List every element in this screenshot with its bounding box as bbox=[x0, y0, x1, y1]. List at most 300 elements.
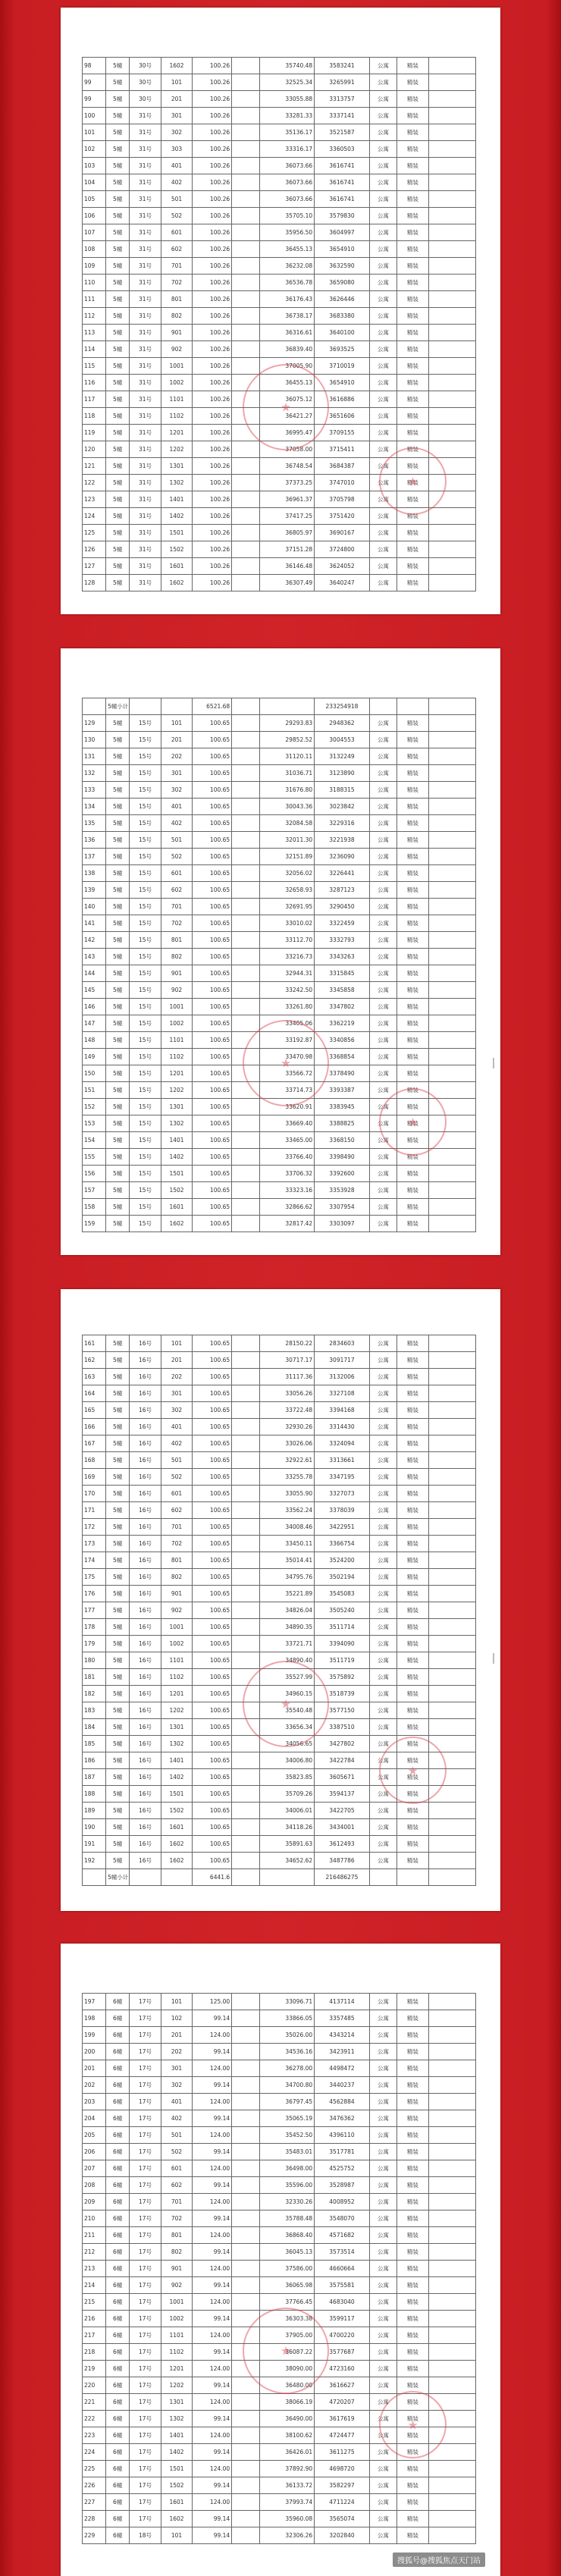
table-row bbox=[83, 932, 476, 949]
cell-blank bbox=[428, 141, 475, 158]
cell-id: 3705798 bbox=[315, 491, 370, 508]
cell-price bbox=[232, 258, 259, 275]
cell-unit: 16号 bbox=[130, 1819, 161, 1836]
cell-status: 精装 bbox=[397, 2394, 429, 2411]
cell-no: 168 bbox=[83, 1452, 106, 1469]
cell-type: 公寓 bbox=[369, 1669, 396, 1686]
table-row bbox=[83, 541, 476, 558]
cell-unit: 15号 bbox=[130, 715, 161, 732]
cell-room: 101 bbox=[161, 74, 193, 91]
cell-no: 135 bbox=[83, 815, 106, 832]
cell-total: 35823.85 bbox=[259, 1769, 315, 1786]
cell-room: 401 bbox=[161, 158, 193, 174]
cell-total: 33706.32 bbox=[259, 1166, 315, 1182]
cell-blank bbox=[428, 2361, 475, 2377]
cell-blank bbox=[428, 1385, 475, 1402]
cell-blank bbox=[428, 2477, 475, 2494]
cell-blank bbox=[428, 1132, 475, 1149]
table-row bbox=[83, 2127, 476, 2144]
table-row bbox=[83, 1469, 476, 1486]
cell-price bbox=[232, 1419, 259, 1435]
cell-id: 3388825 bbox=[315, 1115, 370, 1132]
cell-area: 124.00 bbox=[193, 2060, 232, 2077]
cell-no: 199 bbox=[83, 2027, 106, 2044]
cell-bldg: 5幢 bbox=[106, 1049, 130, 1065]
cell-area: 100.65 bbox=[193, 765, 232, 782]
cell-area: 100.26 bbox=[193, 91, 232, 108]
table-row bbox=[83, 715, 476, 732]
cell-bldg: 5幢 bbox=[106, 765, 130, 782]
cell-type: 公寓 bbox=[369, 2261, 396, 2277]
cell-room: 1402 bbox=[161, 508, 193, 525]
cell-area: 100.26 bbox=[193, 108, 232, 124]
cell-type: 公寓 bbox=[369, 2411, 396, 2427]
cell-price bbox=[232, 932, 259, 949]
cell-area: 100.65 bbox=[193, 1216, 232, 1232]
cell-room: 1502 bbox=[161, 1803, 193, 1819]
cell-total: 37766.45 bbox=[259, 2294, 315, 2311]
cell-no: 117 bbox=[83, 391, 106, 408]
cell-room: 902 bbox=[161, 2277, 193, 2294]
cell-unit: 16号 bbox=[130, 1702, 161, 1719]
cell-status: 精装 bbox=[397, 2127, 429, 2144]
cell-total: 36073.66 bbox=[259, 158, 315, 174]
cell-total: 37892.90 bbox=[259, 2461, 315, 2477]
cell-id: 3747010 bbox=[315, 475, 370, 491]
cell-room: 1101 bbox=[161, 2327, 193, 2344]
cell-total: 34006.01 bbox=[259, 1803, 315, 1819]
cell-total: 34056.65 bbox=[259, 1736, 315, 1752]
cell-type: 公寓 bbox=[369, 932, 396, 949]
table-row bbox=[83, 2077, 476, 2094]
cell-bldg: 6幢 bbox=[106, 2160, 130, 2177]
cell-area: 99.14 bbox=[193, 2144, 232, 2160]
cell-no: 162 bbox=[83, 1352, 106, 1369]
cell-status: 精装 bbox=[397, 391, 429, 408]
cell-bldg: 5幢 bbox=[106, 1369, 130, 1385]
cell-no: 119 bbox=[83, 425, 106, 441]
cell-total: 33112.70 bbox=[259, 932, 315, 949]
cell-bldg: 6幢 bbox=[106, 2010, 130, 2027]
cell-area: 100.65 bbox=[193, 932, 232, 949]
cell-blank bbox=[428, 1182, 475, 1199]
cell-blank bbox=[428, 158, 475, 174]
cell-blank bbox=[428, 308, 475, 325]
cell-unit: 16号 bbox=[130, 1469, 161, 1486]
cell-unit: 17号 bbox=[130, 2244, 161, 2261]
cell-room: 1502 bbox=[161, 2477, 193, 2494]
cell-room: 1602 bbox=[161, 575, 193, 591]
cell-blank bbox=[428, 832, 475, 849]
cell-unit: 17号 bbox=[130, 2060, 161, 2077]
cell-bldg: 5幢 bbox=[106, 425, 130, 441]
cell-blank bbox=[428, 2311, 475, 2327]
cell-unit: 16号 bbox=[130, 1586, 161, 1602]
cell-no: 214 bbox=[83, 2277, 106, 2294]
cell-no: 170 bbox=[83, 1486, 106, 1502]
cell-id: 3313757 bbox=[315, 91, 370, 108]
cell-bldg: 6幢 bbox=[106, 2444, 130, 2461]
cell-price bbox=[232, 441, 259, 458]
cell-area: 99.14 bbox=[193, 2244, 232, 2261]
cell-no: 227 bbox=[83, 2494, 106, 2511]
cell-type: 公寓 bbox=[369, 2494, 396, 2511]
cell-bldg: 6幢 bbox=[106, 2144, 130, 2160]
table-row bbox=[83, 2477, 476, 2494]
cell-id: 3123890 bbox=[315, 765, 370, 782]
cell-unit: 17号 bbox=[130, 2311, 161, 2327]
cell-area: 100.26 bbox=[193, 491, 232, 508]
cell-type: 公寓 bbox=[369, 224, 396, 241]
cell-price bbox=[232, 1369, 259, 1385]
cell-price bbox=[232, 899, 259, 915]
cell-bldg: 6幢 bbox=[106, 2277, 130, 2294]
cell-blank bbox=[428, 358, 475, 375]
table-row bbox=[83, 1435, 476, 1452]
cell-area: 100.65 bbox=[193, 1619, 232, 1636]
table-row bbox=[83, 1752, 476, 1769]
cell-unit: 17号 bbox=[130, 2411, 161, 2427]
table-row bbox=[83, 832, 476, 849]
cell-no: 207 bbox=[83, 2160, 106, 2177]
cell-total: 31676.80 bbox=[259, 782, 315, 799]
cell-room: 202 bbox=[161, 1369, 193, 1385]
cell-room: 502 bbox=[161, 849, 193, 865]
cell-total: 34536.16 bbox=[259, 2044, 315, 2060]
cell-type: 公寓 bbox=[369, 425, 396, 441]
cell-id: 4723160 bbox=[315, 2361, 370, 2377]
cell-no: 197 bbox=[83, 1994, 106, 2010]
cell-unit: 31号 bbox=[130, 508, 161, 525]
cell-blank bbox=[428, 2527, 475, 2544]
cell-unit: 31号 bbox=[130, 358, 161, 375]
cell-price bbox=[232, 2010, 259, 2027]
cell-price bbox=[232, 1115, 259, 1132]
table-row bbox=[83, 1149, 476, 1166]
cell-status: 精装 bbox=[397, 1519, 429, 1536]
cell-room: 301 bbox=[161, 765, 193, 782]
cell-blank bbox=[428, 1149, 475, 1166]
cell-price bbox=[232, 1216, 259, 1232]
cell-type: 公寓 bbox=[369, 899, 396, 915]
cell-type: 公寓 bbox=[369, 2194, 396, 2210]
cell-no: 116 bbox=[83, 375, 106, 391]
cell-no: 143 bbox=[83, 949, 106, 965]
cell-bldg: 5幢 bbox=[106, 1652, 130, 1669]
cell-type: 公寓 bbox=[369, 1552, 396, 1569]
cell-blank bbox=[428, 1994, 475, 2010]
cell-price bbox=[232, 1636, 259, 1652]
cell-total: 36797.45 bbox=[259, 2094, 315, 2110]
cell-unit: 31号 bbox=[130, 525, 161, 541]
cell-room: 502 bbox=[161, 2144, 193, 2160]
cell-no: 121 bbox=[83, 458, 106, 475]
cell-no: 169 bbox=[83, 1469, 106, 1486]
cell-price bbox=[232, 141, 259, 158]
cell-no: 148 bbox=[83, 1032, 106, 1049]
cell-room: 1502 bbox=[161, 541, 193, 558]
cell-bldg: 5幢 bbox=[106, 1435, 130, 1452]
cell-id: 3221938 bbox=[315, 832, 370, 849]
cell-no: 222 bbox=[83, 2411, 106, 2427]
cell-status: 精装 bbox=[397, 1032, 429, 1049]
cell-status: 精装 bbox=[397, 2511, 429, 2527]
cell-total: 29852.52 bbox=[259, 732, 315, 748]
cell-status: 精装 bbox=[397, 58, 429, 74]
cell-bldg: 5幢 bbox=[106, 124, 130, 141]
cell-price bbox=[232, 2361, 259, 2377]
cell-price bbox=[232, 1869, 259, 1886]
cell-status: 精装 bbox=[397, 258, 429, 275]
cell-bldg: 5幢 bbox=[106, 1519, 130, 1536]
cell-bldg: 5幢 bbox=[106, 475, 130, 491]
table-row bbox=[83, 1452, 476, 1469]
cell-unit: 17号 bbox=[130, 2394, 161, 2411]
cell-total: 36480.00 bbox=[259, 2377, 315, 2394]
cell-price bbox=[232, 2377, 259, 2394]
cell-no: 210 bbox=[83, 2210, 106, 2227]
cell-area: 100.26 bbox=[193, 541, 232, 558]
cell-area: 100.65 bbox=[193, 915, 232, 932]
table-row bbox=[83, 1369, 476, 1385]
cell-no: 208 bbox=[83, 2177, 106, 2194]
cell-total: 30043.36 bbox=[259, 799, 315, 815]
cell-no: 167 bbox=[83, 1435, 106, 1452]
cell-no: 191 bbox=[83, 1836, 106, 1853]
cell-total: 38090.00 bbox=[259, 2361, 315, 2377]
cell-unit: 17号 bbox=[130, 2294, 161, 2311]
cell-total: 36232.08 bbox=[259, 258, 315, 275]
cell-area: 124.00 bbox=[193, 2361, 232, 2377]
cell-status: 精装 bbox=[397, 1369, 429, 1385]
cell-unit: 15号 bbox=[130, 799, 161, 815]
cell-id: 3091717 bbox=[315, 1352, 370, 1369]
cell-blank bbox=[428, 1199, 475, 1216]
cell-id: 3422705 bbox=[315, 1803, 370, 1819]
cell-id: 3023842 bbox=[315, 799, 370, 815]
cell-price bbox=[232, 865, 259, 882]
cell-no: 104 bbox=[83, 174, 106, 191]
cell-bldg: 5幢 bbox=[106, 1669, 130, 1686]
cell-price bbox=[232, 1686, 259, 1702]
cell-blank bbox=[428, 2110, 475, 2127]
cell-total: 36868.40 bbox=[259, 2227, 315, 2244]
cell-bldg: 5幢 bbox=[106, 341, 130, 358]
cell-bldg: 5幢 bbox=[106, 1469, 130, 1486]
cell-total: 32691.95 bbox=[259, 899, 315, 915]
cell-bldg: 5幢 bbox=[106, 1132, 130, 1149]
cell-room: 901 bbox=[161, 1586, 193, 1602]
document-page-1 bbox=[61, 8, 500, 614]
cell-type: 公寓 bbox=[369, 1132, 396, 1149]
cell-total: 31036.71 bbox=[259, 765, 315, 782]
cell-total: 35956.50 bbox=[259, 224, 315, 241]
cell-room: 501 bbox=[161, 191, 193, 208]
cell-no: 106 bbox=[83, 208, 106, 224]
cell-type: 公寓 bbox=[369, 1166, 396, 1182]
cell-bldg: 5幢 bbox=[106, 541, 130, 558]
cell-id: 3684387 bbox=[315, 458, 370, 475]
cell-unit: 16号 bbox=[130, 1719, 161, 1736]
cell-no: 205 bbox=[83, 2127, 106, 2144]
cell-area: 6521.68 bbox=[193, 698, 232, 715]
cell-bldg: 5幢 bbox=[106, 1385, 130, 1402]
cell-id: 3315845 bbox=[315, 965, 370, 982]
cell-type: 公寓 bbox=[369, 2177, 396, 2194]
cell-price bbox=[232, 748, 259, 765]
cell-unit: 16号 bbox=[130, 1619, 161, 1636]
cell-id: 3347802 bbox=[315, 999, 370, 1015]
cell-id: 3693525 bbox=[315, 341, 370, 358]
cell-unit: 17号 bbox=[130, 2377, 161, 2394]
cell-id: 3343263 bbox=[315, 949, 370, 965]
cell-total: 33010.02 bbox=[259, 915, 315, 932]
cell-unit: 17号 bbox=[130, 2427, 161, 2444]
cell-price bbox=[232, 2494, 259, 2511]
cell-unit: 31号 bbox=[130, 425, 161, 441]
cell-area: 100.65 bbox=[193, 1752, 232, 1769]
cell-no: 224 bbox=[83, 2444, 106, 2461]
cell-status: 精装 bbox=[397, 91, 429, 108]
cell-room: 1401 bbox=[161, 2427, 193, 2444]
cell-id: 3640100 bbox=[315, 325, 370, 341]
cell-bldg: 5幢 bbox=[106, 1082, 130, 1099]
table-row bbox=[83, 1166, 476, 1182]
cell-status: 精装 bbox=[397, 1652, 429, 1669]
cell-unit: 16号 bbox=[130, 1335, 161, 1352]
cell-id: 3327108 bbox=[315, 1385, 370, 1402]
table-row bbox=[83, 174, 476, 191]
table-row bbox=[83, 2094, 476, 2110]
cell-status: 精装 bbox=[397, 899, 429, 915]
table-row bbox=[83, 1652, 476, 1669]
cell-type: 公寓 bbox=[369, 558, 396, 575]
cell-blank bbox=[428, 375, 475, 391]
cell-bldg: 6幢 bbox=[106, 2377, 130, 2394]
cell-unit bbox=[130, 698, 161, 715]
cell-price bbox=[232, 1994, 259, 2010]
cell-no: 102 bbox=[83, 141, 106, 158]
cell-id: 3332793 bbox=[315, 932, 370, 949]
table-row bbox=[83, 1099, 476, 1115]
cell-total: 36421.27 bbox=[259, 408, 315, 425]
cell-id: 3392600 bbox=[315, 1166, 370, 1182]
cell-id: 3709155 bbox=[315, 425, 370, 441]
cell-room: 402 bbox=[161, 815, 193, 832]
cell-bldg: 5幢 bbox=[106, 108, 130, 124]
table-row bbox=[83, 2044, 476, 2060]
cell-type: 公寓 bbox=[369, 1586, 396, 1602]
cell-unit: 17号 bbox=[130, 1994, 161, 2010]
cell-status: 精装 bbox=[397, 2477, 429, 2494]
cell-blank bbox=[428, 2294, 475, 2311]
cell-blank bbox=[428, 74, 475, 91]
cell-total: 36490.00 bbox=[259, 2411, 315, 2427]
cell-id: 3545083 bbox=[315, 1586, 370, 1602]
cell-unit: 31号 bbox=[130, 408, 161, 425]
cell-price bbox=[232, 2511, 259, 2527]
cell-bldg: 5幢 bbox=[106, 375, 130, 391]
cell-unit: 16号 bbox=[130, 1636, 161, 1652]
cell-no: 179 bbox=[83, 1636, 106, 1652]
cell-area: 100.65 bbox=[193, 1836, 232, 1853]
cell-type: 公寓 bbox=[369, 782, 396, 799]
cell-unit: 17号 bbox=[130, 2027, 161, 2044]
cell-total: 35483.01 bbox=[259, 2144, 315, 2160]
cell-unit: 17号 bbox=[130, 2177, 161, 2194]
cell-id: 3579830 bbox=[315, 208, 370, 224]
cell-room: 702 bbox=[161, 1536, 193, 1552]
table-row bbox=[83, 2361, 476, 2377]
cell-price bbox=[232, 1602, 259, 1619]
cell-blank bbox=[428, 1115, 475, 1132]
cell-total: 37417.25 bbox=[259, 508, 315, 525]
cell-bldg: 5幢 bbox=[106, 308, 130, 325]
cell-id: 3604997 bbox=[315, 224, 370, 241]
cell-room: 801 bbox=[161, 1552, 193, 1569]
cell-type: 公寓 bbox=[369, 124, 396, 141]
cell-blank bbox=[428, 2344, 475, 2361]
cell-unit: 15号 bbox=[130, 732, 161, 748]
cell-price bbox=[232, 2044, 259, 2060]
cell-blank bbox=[428, 558, 475, 575]
table-row bbox=[83, 1586, 476, 1602]
cell-area: 100.65 bbox=[193, 1065, 232, 1082]
cell-no: 152 bbox=[83, 1099, 106, 1115]
cell-price bbox=[232, 408, 259, 425]
cell-total bbox=[259, 1869, 315, 1886]
cell-bldg: 6幢 bbox=[106, 2261, 130, 2277]
cell-total: 35014.41 bbox=[259, 1552, 315, 1569]
cell-status: 精装 bbox=[397, 74, 429, 91]
cell-unit: 15号 bbox=[130, 1015, 161, 1032]
cell-no: 200 bbox=[83, 2044, 106, 2060]
cell-total: 32151.89 bbox=[259, 849, 315, 865]
cell-room: 1301 bbox=[161, 1719, 193, 1736]
cell-area: 125.00 bbox=[193, 1994, 232, 2010]
cell-price bbox=[232, 849, 259, 865]
cell-room: 1101 bbox=[161, 391, 193, 408]
cell-id: 3368150 bbox=[315, 1132, 370, 1149]
cell-room: 402 bbox=[161, 1435, 193, 1452]
cell-no: 134 bbox=[83, 799, 106, 815]
cell-status: 精装 bbox=[397, 1065, 429, 1082]
cell-status: 精装 bbox=[397, 158, 429, 174]
cell-unit: 15号 bbox=[130, 832, 161, 849]
cell-no: 146 bbox=[83, 999, 106, 1015]
cell-area: 100.65 bbox=[193, 1166, 232, 1182]
cell-blank bbox=[428, 899, 475, 915]
table-row bbox=[83, 882, 476, 899]
cell-room: 1002 bbox=[161, 1015, 193, 1032]
cell-unit: 16号 bbox=[130, 1853, 161, 1869]
margin-mark bbox=[493, 1058, 494, 1068]
cell-total: 35026.00 bbox=[259, 2027, 315, 2044]
cell-unit: 17号 bbox=[130, 2044, 161, 2060]
cell-type: 公寓 bbox=[369, 732, 396, 748]
cell-price bbox=[232, 375, 259, 391]
cell-type: 公寓 bbox=[369, 765, 396, 782]
cell-unit: 15号 bbox=[130, 882, 161, 899]
cell-area: 124.00 bbox=[193, 2127, 232, 2144]
table-row bbox=[83, 1065, 476, 1082]
cell-price bbox=[232, 1736, 259, 1752]
cell-area: 100.65 bbox=[193, 815, 232, 832]
table-row bbox=[83, 2461, 476, 2477]
cell-bldg: 6幢 bbox=[106, 2044, 130, 2060]
cell-price bbox=[232, 291, 259, 308]
cell-area: 100.65 bbox=[193, 1552, 232, 1569]
